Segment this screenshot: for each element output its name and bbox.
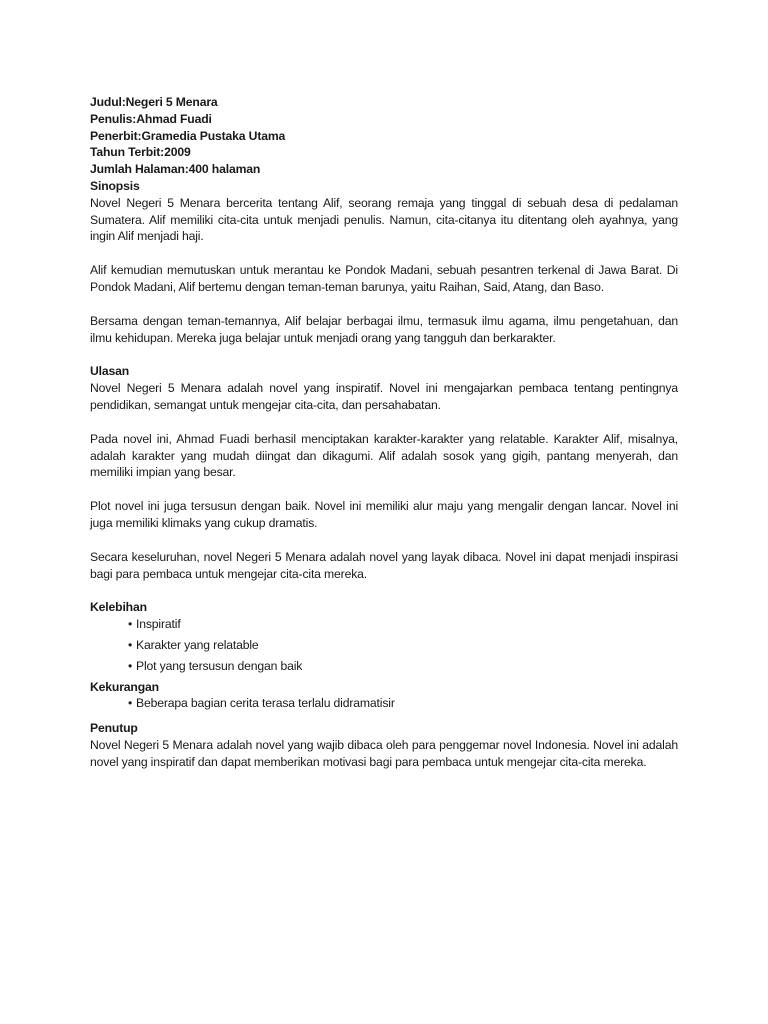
sinopsis-heading: Sinopsis (90, 178, 140, 193)
section-ulasan (90, 363, 678, 582)
ulasan-heading: Ulasan (90, 364, 130, 379)
sinopsis-paragraph: Alif kemudian memutuskan untuk merantau ke Pondok Madani, sebuah pesantren terkenal di Jawa Barat. Di Pondok Madani, Alif bertemu dengan teman-teman barunya, yaitu Raihan, Said, Atang, dan Baso. (90, 263, 678, 294)
section-penutup (90, 720, 678, 770)
meta-penulis: Penulis:Ahmad Fuadi (90, 111, 212, 126)
meta-penerbit: Penerbit:Gramedia Pustaka Utama (90, 128, 286, 143)
list-item: • Beberapa bagian cerita terasa terlalu didramatisir (128, 695, 678, 712)
book-metadata (90, 94, 678, 178)
ulasan-paragraph: Plot novel ini juga tersusun dengan baik. Novel ini memiliki alur maju yang mengalir dengan lancar. Novel ini juga memiliki klimaks yang cukup dramatis. (90, 499, 678, 530)
meta-tahun-terbit: Tahun Terbit:2009 (90, 145, 191, 160)
kekurangan-list (90, 695, 678, 712)
ulasan-paragraph: Secara keseluruhan, novel Negeri 5 Menara adalah novel yang layak dibaca. Novel ini dapat menjadi inspirasi bagi para pembaca untuk mengejar cita-cita mereka. (90, 549, 678, 581)
section-sinopsis (90, 178, 678, 346)
kekurangan-heading: Kekurangan (90, 679, 159, 694)
list-item: • Inspiratif (128, 616, 678, 633)
penutup-heading: Penutup (90, 721, 138, 736)
section-kelebihan (90, 599, 678, 674)
ulasan-paragraph: Pada novel ini, Ahmad Fuadi berhasil menciptakan karakter-karakter yang relatable. Karakter Alif, misalnya, adalah karakter yang mudah diingat dan dikagumi. Alif adalah sosok yang gigih, pantang menyerah, dan memiliki impian yang besar. (90, 431, 678, 480)
kelebihan-list (90, 616, 678, 674)
ulasan-paragraph: Novel Negeri 5 Menara adalah novel yang inspiratif. Novel ini mengajarkan pembaca tentang pentingnya pendidikan, semangat untuk mengejar cita-cita, dan persahabatan. (90, 381, 678, 412)
list-item: • Plot yang tersusun dengan baik (128, 658, 678, 675)
kelebihan-heading: Kelebihan (90, 600, 147, 615)
meta-judul: Judul:Negeri 5 Menara (90, 95, 218, 109)
sinopsis-paragraph: Bersama dengan teman-temannya, Alif belajar berbagai ilmu, termasuk ilmu agama, ilmu pengetahuan, dan ilmu kehidupan. Mereka juga belajar untuk menjadi orang yang tangguh dan berkarakter. (90, 313, 678, 345)
list-item: • Karakter yang relatable (128, 637, 678, 654)
penutup-paragraph: Novel Negeri 5 Menara adalah novel yang wajib dibaca oleh para penggemar novel Indonesia. Novel ini adalah novel yang inspiratif dan dapat memberikan motivasi bagi para pembaca untuk mengejar cita-cita mereka. (90, 737, 678, 769)
sinopsis-paragraph: Novel Negeri 5 Menara bercerita tentang Alif, seorang remaja yang tinggal di sebuah desa di pedalaman Sumatera. Alif memiliki cita-cita untuk menjadi penulis. Namun, cita-citanya itu ditentang oleh ayahnya, yang ingin Alif menjadi haji. (90, 195, 678, 244)
section-kekurangan (90, 679, 678, 713)
document-page (90, 94, 678, 771)
meta-jumlah-halaman: Jumlah Halaman:400 halaman (90, 162, 261, 177)
